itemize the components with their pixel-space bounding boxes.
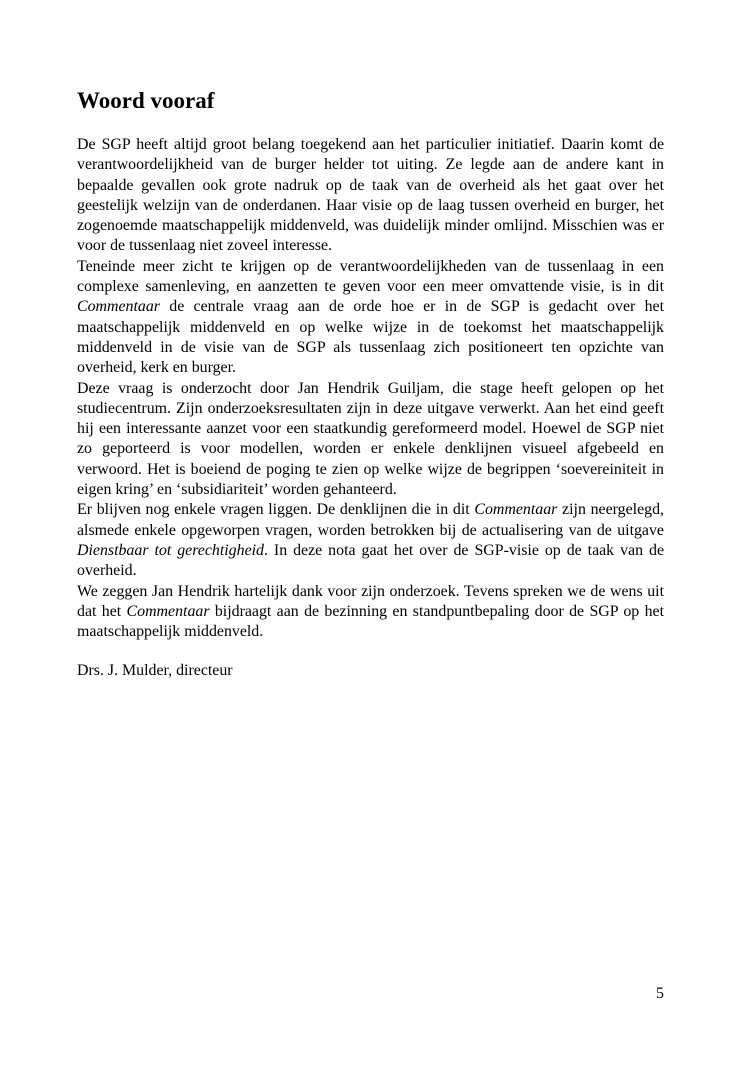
paragraph-5-text-b: bijdraagt aan de bezinning en standpuntbepaling door de SGP op het maatschappelijk middenveld. <box>77 602 665 641</box>
page-number: 5 <box>656 985 664 1002</box>
paragraph-1: De SGP heeft altijd groot belang toegekend aan het particulier initiatief. Daarin komt de verantwoordelijkheid van de burger helder tot uiting. Ze legde aan de andere kant in bepaalde gevallen ook grote nadruk op de taak van de overheid als het gaat over het geestelijk welzijn van de onderdanen. Haar visie op de laag tussen overheid en burger, het zogenoemde maatschappelijk middenveld, was duidelijk minder omlijnd. Misschien was er voor de tussenlaag niet zoveel interesse. <box>77 136 664 255</box>
document-page <box>77 87 664 682</box>
paragraph-4-text-c: . In deze nota gaat het over de SGP-visie op de taak van de overheid. <box>77 541 664 580</box>
paragraph-4-text-a: Er blijven nog enkele vragen liggen. De denklijnen die in dit <box>77 501 475 519</box>
paragraph-2-emphasis: Commentaar <box>77 298 160 316</box>
paragraph-5-emphasis: Commentaar <box>126 602 210 620</box>
paragraph-5-text-a: We zeggen Jan Hendrik hartelijk dank voor zijn onderzoek. Tevens spreken we de wens uit dat het <box>77 582 664 620</box>
paragraph-2-text-a: Teneinde meer zicht te krijgen op de verantwoordelijkheden van de tussenlaag in een complexe samenleving, en aanzetten te geven voor een meer omvattende visie, is in dit <box>77 257 664 296</box>
paragraph-4 <box>77 500 664 581</box>
paragraph-4-emphasis-2: Dienstbaar tot gerechtigheid <box>77 541 264 559</box>
page-title: Woord vooraf <box>77 88 215 113</box>
paragraph-2-text-b: de centrale vraag aan de orde hoe er in de SGP is gedacht over het maatschappelijk middenveld en op welke wijze in de toekomst het maatschappelijk middenveld in de visie van de SGP als tussenlaag zich positioneert ten opzichte van overheid, kerk en burger. <box>77 298 664 377</box>
paragraph-4-emphasis-1: Commentaar <box>474 501 558 519</box>
paragraph-2 <box>77 257 664 379</box>
paragraph-3: Deze vraag is onderzocht door Jan Hendrik Guiljam, die stage heeft gelopen op het studiecentrum. Zijn onderzoeksresultaten zijn in deze uitgave verwerkt. Aan het eind geeft hij een interessante aanzet voor een staatkundig gereformeerd model. Hoewel de SGP niet zo geporteerd is voor modellen, worden er enkele denklijnen visueel afgebeeld en verwoord. Het is boeiend de poging te zien op welke wijze de begrippen ‘soevereiniteit in eigen kring’ en ‘subsidiariteit’ worden gehanteerd. <box>77 379 664 499</box>
signature: Drs. J. Mulder, directeur <box>77 662 233 680</box>
paragraph-5 <box>77 582 664 643</box>
paragraph-4-text-b: zijn neergelegd, alsmede enkele opgeworpen vragen, worden betrokken bij de actualisering van de uitgave <box>77 501 664 539</box>
